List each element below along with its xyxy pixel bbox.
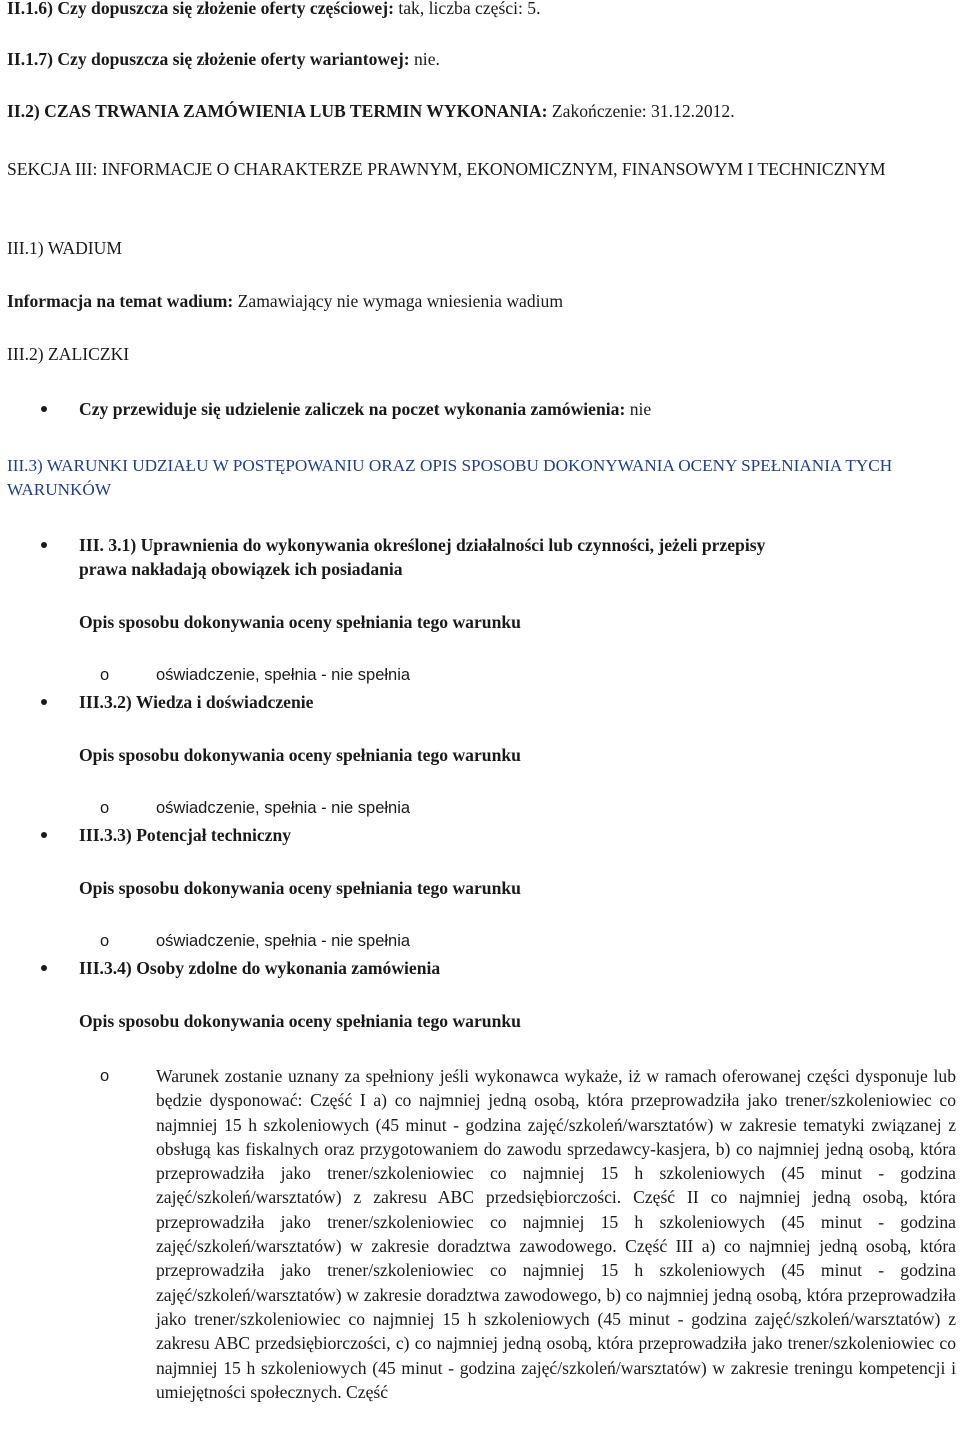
value: nie. [409,49,440,69]
bullet-icon [41,406,47,412]
condition-title-cont: prawa nakładają obowiązek ich posiadania [79,559,403,579]
condition-title: III. 3.1) Uprawnienia do wykonywania określonej działalności lub czynności, jeżeli przepisy [79,535,766,555]
label: II.1.7) Czy dopuszcza się złożenie oferty wariantowej: [7,49,410,69]
value: tak, liczba części: 5. [393,0,541,18]
condition-opis: Opis sposobu dokonywania oceny spełniania tego warunku [79,1011,521,1031]
condition-title: III.3.4) Osoby zdolne do wykonania zamówienia [79,958,441,978]
condition-opis: Opis sposobu dokonywania oceny spełniania tego warunku [79,745,521,765]
label: II.2) CZAS TRWANIA ZAMÓWIENIA LUB TERMIN WYKONANIA: [7,101,548,121]
value: nie [625,399,652,419]
bullet-icon [41,542,47,548]
bullet-icon [41,699,47,705]
section-title: SEKCJA III: INFORMACJE O CHARAKTERZE PRAWNYM, EKONOMICZNYM, FINANSOWYM I TECHNICZNYM [7,159,886,179]
line-zaliczki [79,397,651,421]
heading-zaliczki: III.2) ZALICZKI [7,344,130,364]
bullet-icon [41,965,47,971]
line-oferta-wariantowa [7,47,440,71]
value: Zamawiający nie wymaga wniesienia wadium [233,291,564,311]
condition-title: III.3.2) Wiedza i doświadczenie [79,692,314,712]
label: II.1.6) Czy dopuszcza się złożenie oferty częściowej: [7,0,394,18]
line-wadium [7,289,563,313]
sub-bullet-icon: o [100,666,110,684]
sub-bullet-icon: o [100,799,110,817]
heading-wadium: III.1) WADIUM [7,238,122,258]
bullet-icon [41,832,47,838]
condition-opis: Opis sposobu dokonywania oceny spełniania tego warunku [79,612,521,632]
sub-bullet-icon: o [100,932,110,950]
line-oferta-czesciowa [7,0,540,20]
condition-item: oświadczenie, spełnia - nie spełnia [156,932,411,950]
condition-item: oświadczenie, spełnia - nie spełnia [156,666,411,684]
condition-item-paragraph: Warunek zostanie uznany za spełniony jeśli wykonawca wykaże, iż w ramach oferowanej części dysponuje lub będzie dysponować: Część I a) co najmniej jedną osobą, która przeprowadziła jako trener/szkoleniowiec co najmniej 15 h szkoleniowych (45 minut - godzina zajęć/szkoleń/warsztatów) w zakresie tematyki związanej z obsługą kas fiskalnych oraz przygotowaniem do zawodu sprzedawcy-kasjera, b) co najmniej jedną osobą, która przeprowadziła jako trener/szkoleniowiec co najmniej 15 h szkoleniowych (45 minut - godzina zajęć/szkoleń/warsztatów) z zakresu ABC przedsiębiorczości. Część II co najmniej jedną osobą, która przeprowadziła jako trener/szkoleniowiec co najmniej 15 h szkoleniowych (45 minut - godzina zajęć/szkoleń/warsztatów) w zakresie doradztwa zawodowego. Część III a) co najmniej jedną osobą, która przeprowadziła jako trener/szkoleniowiec co najmniej 15 h szkoleniowych (45 minut - godzina zajęć/szkoleń/warsztatów) w zakresie doradztwa zawodowego, b) co najmniej jedną osobą, która przeprowadziła jako trener/szkoleniowiec co najmniej 15 h szkoleniowych (45 minut - godzina zajęć/szkoleń/warsztatów) z zakresu ABC przedsiębiorczości, c) co najmniej jedną osobą, która przeprowadziła jako trener/szkoleniowiec co najmniej 15 h szkoleniowych (45 minut - godzina zajęć/szkoleń/warsztatów) w zakresie treningu kompetencji i umiejętności społecznych. Część [156,1066,956,1402]
condition-title: III.3.3) Potencjał techniczny [79,825,292,845]
value: Zakończenie: 31.12.2012. [547,101,735,121]
line-czas-trwania [7,99,735,123]
sub-bullet-icon: o [100,1067,110,1085]
label: Czy przewiduje się udzielenie zaliczek na poczet wykonania zamówienia: [79,399,626,419]
label: Informacja na temat wadium: [7,291,234,311]
condition-opis: Opis sposobu dokonywania oceny spełniania tego warunku [79,878,521,898]
heading-warunki: III.3) WARUNKI UDZIAŁU W POSTĘPOWANIU ORAZ OPIS SPOSOBU DOKONYWANIA OCENY SPEŁNIANIA TYCH WARUNKÓW [7,456,893,499]
condition-item: oświadczenie, spełnia - nie spełnia [156,799,411,817]
